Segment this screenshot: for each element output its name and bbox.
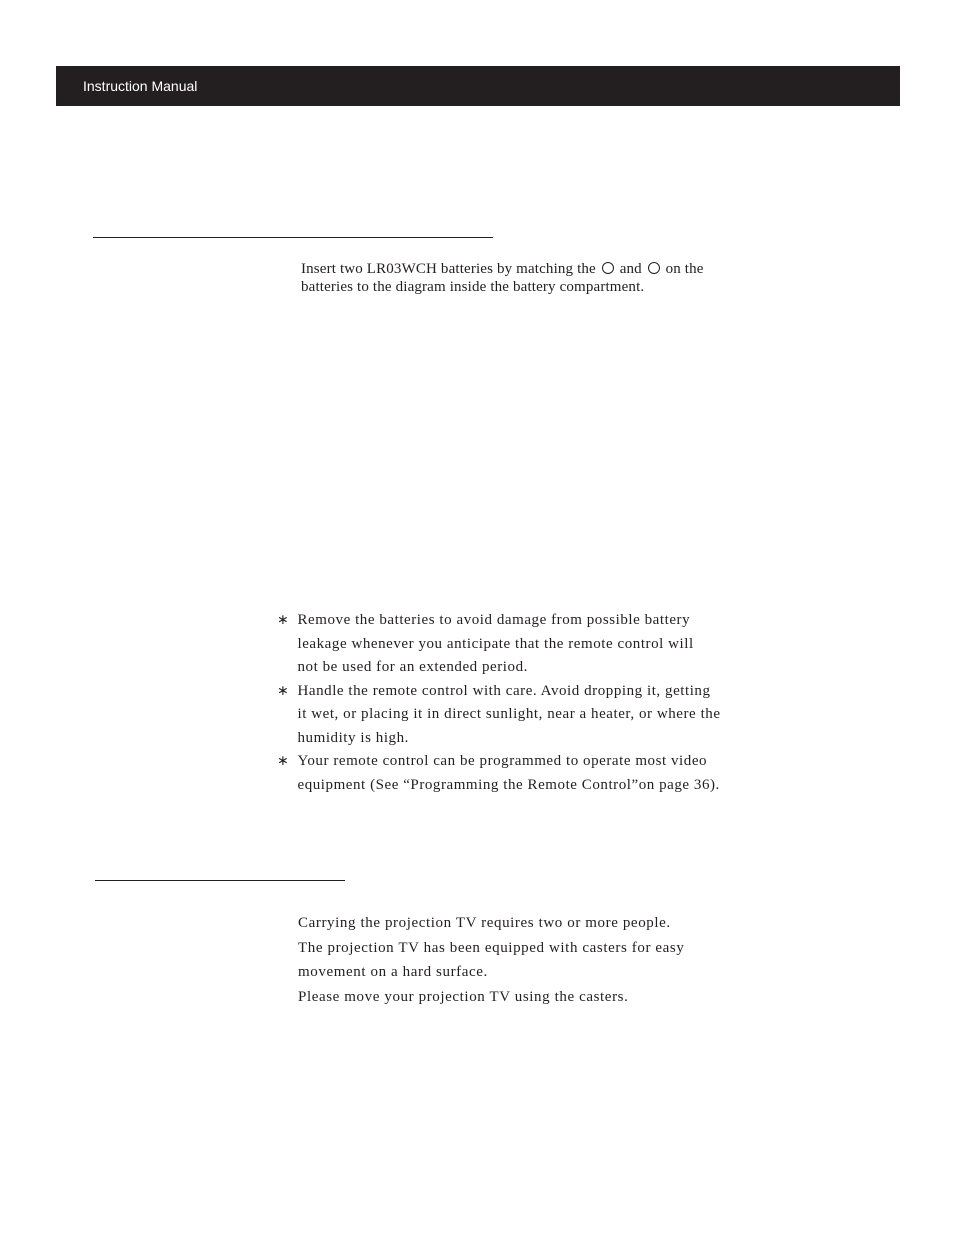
moving-line: Carrying the projection TV requires two or more people.: [298, 915, 671, 931]
minus-polarity-icon: [648, 262, 660, 274]
note-line: leakage whenever you anticipate that the remote control will: [297, 635, 694, 652]
asterisk-bullet-icon: ∗: [277, 682, 290, 699]
note-line: equipment (See “Programming the Remote Control”on page 36).: [297, 776, 720, 793]
battery-instruction-line-1: Insert two LR03WCH batteries by matching the and on the: [301, 261, 704, 277]
header-bar: [56, 66, 900, 106]
note-line: it wet, or placing it in direct sunlight, near a heater, or where the: [297, 706, 721, 722]
plus-polarity-icon: [602, 262, 614, 274]
section-divider-moving: [95, 880, 345, 881]
asterisk-bullet-icon: ∗: [277, 612, 290, 628]
note-line: humidity is high.: [297, 729, 409, 746]
note-item: [277, 680, 767, 751]
section-divider-batteries: [93, 237, 493, 238]
note-line: Your remote control can be programmed to operate most video: [297, 753, 708, 769]
moving-line: The projection TV has been equipped with casters for easy: [298, 939, 685, 956]
battery-instruction: [301, 260, 771, 296]
note-line: Handle the remote control with care. Avoid dropping it, getting: [297, 682, 711, 699]
note-line: not be used for an extended period.: [297, 659, 528, 675]
note-item: [277, 750, 767, 797]
moving-line: Please move your projection TV using the casters.: [298, 989, 629, 1006]
asterisk-bullet-icon: ∗: [277, 753, 290, 769]
header-title: Instruction Manual: [83, 78, 198, 94]
moving-line: movement on a hard surface.: [298, 964, 488, 981]
note-line: Remove the batteries to avoid damage from possible battery: [297, 612, 691, 628]
battery-instruction-line-2: batteries to the diagram inside the battery compartment.: [301, 279, 645, 295]
remote-control-notes: [277, 609, 767, 797]
note-item: [277, 609, 767, 680]
moving-instructions: [298, 911, 778, 1010]
